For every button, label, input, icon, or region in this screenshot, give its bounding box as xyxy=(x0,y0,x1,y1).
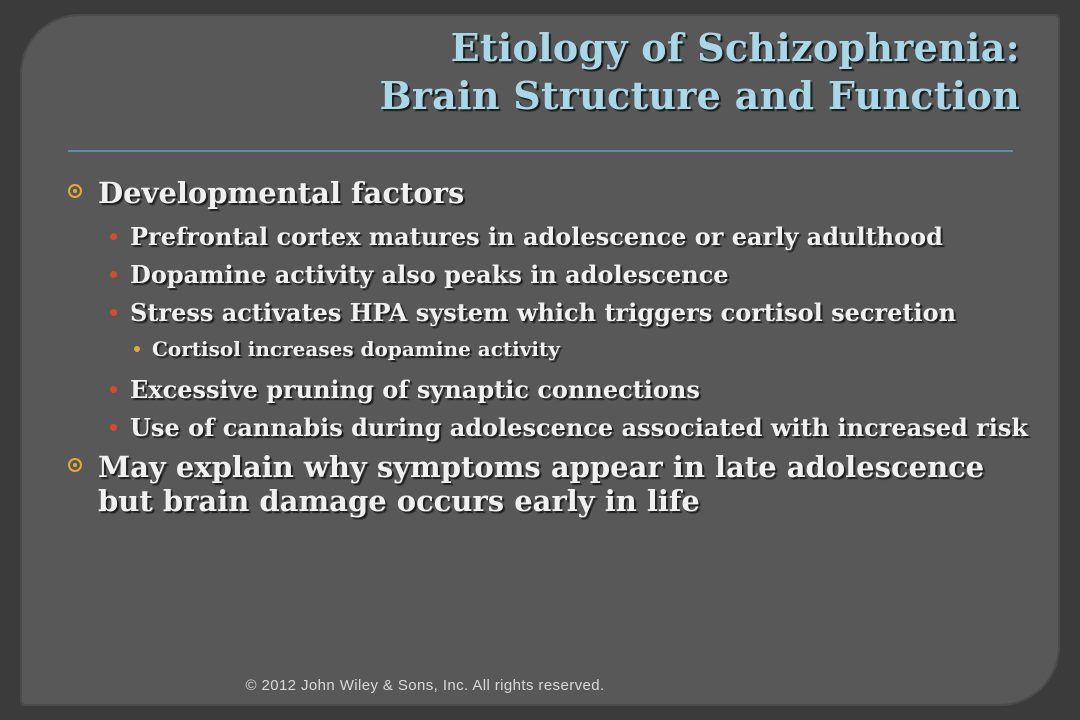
sub-sub-bullet-item xyxy=(130,335,1028,363)
sub-bullet-item xyxy=(110,297,1028,328)
sub-bullet-item xyxy=(110,259,1028,290)
dot-bullet-icon xyxy=(110,233,117,240)
circle-bullet-icon xyxy=(68,458,82,472)
bullet-list xyxy=(68,176,1028,529)
dot-bullet-icon xyxy=(134,346,140,352)
sub-bullet-item xyxy=(110,412,1028,443)
title-divider xyxy=(68,150,1013,152)
bullet-item xyxy=(68,450,1028,518)
bullet-text: Developmental factors xyxy=(98,176,465,210)
title-line-2: Brain Structure and Function xyxy=(379,73,1020,118)
bullet-text: May explain why symptoms appear in late adolescence but brain damage occurs early in life xyxy=(98,450,985,518)
bullet-text: Use of cannabis during adolescence associated with increased risk xyxy=(130,413,1029,442)
dot-bullet-icon xyxy=(110,424,117,431)
slide-title xyxy=(220,24,1020,120)
circle-bullet-icon xyxy=(68,184,82,198)
title-line-1: Etiology of Schizophrenia: xyxy=(450,25,1020,70)
copyright-footer: © 2012 John Wiley & Sons, Inc. All rights reserved. xyxy=(245,677,605,694)
dot-bullet-icon xyxy=(110,309,117,316)
dot-bullet-icon xyxy=(110,271,117,278)
bullet-text: Excessive pruning of synaptic connections xyxy=(130,375,700,404)
sub-bullet-item xyxy=(110,221,1028,252)
sub-bullet-item xyxy=(110,374,1028,405)
bullet-text: Prefrontal cortex matures in adolescence or early adulthood xyxy=(130,222,943,251)
bullet-text: Cortisol increases dopamine activity xyxy=(152,337,560,361)
bullet-text: Stress activates HPA system which triggers cortisol secretion xyxy=(130,298,957,327)
bullet-item xyxy=(68,176,1028,210)
dot-bullet-icon xyxy=(110,386,117,393)
bullet-text: Dopamine activity also peaks in adolescence xyxy=(130,260,729,289)
